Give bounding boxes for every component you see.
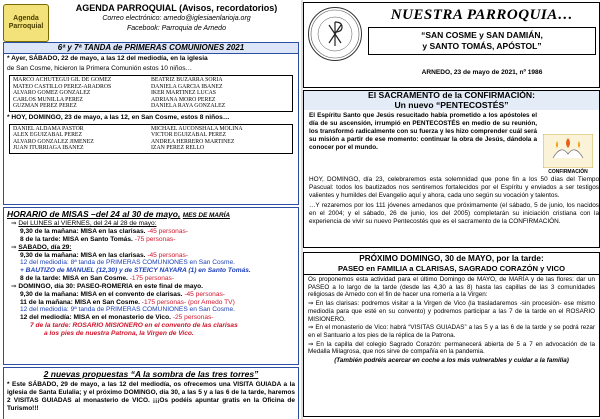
child-name: ÁLVARO GÓMEZ GONZÁLEZ (13, 90, 91, 97)
sunday-line-1: 9,30 de la mañana: MISA en el convento de clarisas. -45 personas- (20, 290, 225, 298)
confirmation-p3: …Y rezaremos por los 111 jóvenes arnedanos que próximamente (el sábado, 5 de junio, los nacidos en el 2004; y el sábado, 26 de junio, los del 2005) completarán su iniciación cristiana con la experiencia de vivir su nuevo Pentecostés que es el sacramento de la CONFIRMACIÓN. (309, 202, 599, 225)
child-name: GUZMÁN PÉREZ PÉREZ (13, 103, 77, 110)
saturday-names-grid (9, 75, 293, 112)
parish-date-line: ARNEDO, 23 de mayo de 2021, nº 1986 (421, 69, 543, 76)
next-sunday-subheading: PASEO en FAMILIA a CLARISAS, SAGRADO CORAZÓN y VICO (304, 264, 599, 275)
sunday-line-3: 12 del mediodía: 9ª tanda de PRIMERAS COMUNIONES en San Cosme. (20, 306, 236, 314)
child-name: VÍCTOR EGUIZÁBAL PÉREZ (151, 132, 227, 139)
next-sunday-p2: ⇒ En las clarisas: podremos visitar a la Virgen de Vico (la trasladaremos -sin procesión- ese mismo mediodía para que esté en su convento) y podremos participar a las 7 de la tarde en el ROSARIO MISIONERO. (308, 300, 595, 323)
weekdays-line-2: 8 de la tarde: MISA en Santo Tomás. -75 personas- (20, 235, 176, 243)
confirmation-heading: El SACRAMENTO de la CONFIRMACIÓN: Un nuevo “PENTECOSTÉS” (303, 90, 600, 110)
child-name: MICHAEL AUCONSHALA MOLINA (151, 125, 243, 132)
child-name: IKER MARTÍNEZ LUCAS (151, 90, 217, 97)
confirmation-image (540, 132, 596, 176)
child-name: DANIELA GARCÍA IBÁÑEZ (151, 83, 223, 90)
communions-sunday-text: * HOY, DOMINGO, 23 de mayo, a las 12, en San Cosme, estos 8 niños… (7, 113, 230, 121)
saturday-line-3: + BAUTIZO de MANUEL (12,30) y de STEICY NAYARA (1) en Santo Tomás. (20, 267, 251, 275)
sunday-names-grid (9, 124, 293, 154)
child-name: BEATRIZ BUZARRA SORIA (151, 77, 223, 84)
proposals-box (3, 367, 299, 419)
child-name: DANIELA RAYA GONZÁLEZ (151, 103, 226, 110)
sunday-line-4: 12 del mediodía: MISA en el monasterio de Vico. -25 personas- (20, 314, 214, 322)
child-name: ALEX EGUIZÁBAL PÉREZ (13, 132, 83, 139)
agenda-title: AGENDA PARROQUIAL (Avisos, recordatorios) (75, 3, 278, 13)
next-sunday-p1: Os proponemos esta actividad para el último Domingo de MAYO, de MARÍA y de las flores: dar un PASEO a lo largo de la tarde (desde las 4,30 a las 8) hasta las capillas de las 3 comunidades religiosas de Arnedo con el fin de hacer una romería a la Virgen: (308, 276, 595, 299)
sunday-line-6: a los pies de nuestra Patrona, la Virgen de Vico. (44, 329, 194, 337)
child-name: IZAN PÉREZ RELLO (151, 145, 205, 152)
confirmation-image-label: CONFIRMACIÓN (548, 168, 588, 175)
confirmation-p1: El Espíritu Santo que Jesús resucitado había prometido a los apóstoles el día de su ascensión, irrumpió en PENTECOSTÉS en medio de su reunión, los transformó radicalmente con su fuerza y les hizo comprender cuál será su misión a partir de ese momento: continuar la obra de Jesús, dándola a conocer por el mundo. (309, 112, 537, 151)
communions-heading: 6ª y 7ª TANDA de PRIMERAS COMUNIONES 2021 (4, 43, 298, 54)
child-name: MARCO ACHÚTEGUI GIL DE GÓMEZ (13, 77, 112, 84)
sunday-line-5: 7 de la tarde: ROSARIO MISIONERO en el convento de las clarisas (30, 321, 238, 329)
agenda-facebook: Facebook: Parroquia de Arnedo (127, 25, 226, 32)
confirmation-body (303, 110, 600, 248)
child-name: JUAN ITURRIAGA IBÁÑEZ (13, 145, 84, 152)
parish-title: NUESTRA PARROQUIA… (390, 7, 574, 23)
sunday-line-2: 11 de la mañana: MISA en San Cosme. -175 personas- (por Arnedo TV) (20, 298, 235, 306)
proposals-heading: 2 nuevas propuestas “A la sombra de las tres torres” (43, 369, 259, 379)
next-sunday-body (304, 275, 599, 367)
parish-header (303, 2, 600, 88)
dove-flame-icon (543, 134, 593, 168)
next-sunday-p4: ⇒ En la capilla del colegio Sagrado Corazón: permanecerá abierta de 5 a 7 en advocación de la Medalla Milagrosa, que nos sirve de compañía en la pandemia. (308, 340, 595, 356)
child-name: MATEO CASTILLO PÉREZ-ARADROS (13, 83, 112, 90)
child-name: DANIEL ALDAMA PASTOR (13, 125, 84, 132)
confirmation-p2-p3 (309, 176, 599, 226)
child-name: ÁLVARO GONZÁLEZ JIMÉNEZ (13, 138, 94, 145)
child-name: ANDREA HERRERO MARTÍNEZ (151, 138, 235, 145)
weekdays-line-1: 9,30 de la mañana: MISA en las clarisas. -45 personas- (20, 228, 188, 235)
confirmation-p2: HOY, DOMINGO, día 23, celebraremos esta solemnidad que pone fin a los 50 días del Tiempo Pascual: todos los bautizados nos sentiremos fortalecidos por el Espíritu y enviados a ser testigos valientes y humildes del Evangelio aquí y ahora, cada uno según su vocación y talentos. (309, 176, 599, 199)
saturday-line-2: 12 del mediodía: 8ª tanda de PRIMERAS COMUNIONES en San Cosme. (20, 259, 236, 267)
next-sunday-p3: ⇒ En el monasterio de Vico: habrá “VISITAS GUIADAS” a las 5 y a las 6 de la tarde y se podrá rezar en el Santuario a los pies de la réplica de la Patrona. (308, 324, 595, 339)
sunday-title: ⇒ DOMINGO, día 30: PASEO-ROMERÍA en este final de mayo. (11, 282, 204, 290)
parish-seal-icon (308, 7, 362, 61)
child-name: ADRIANA MORO PÉREZ (151, 96, 216, 103)
agenda-email: Correo electrónico: arnedo@iglesiaenlarioja.org (102, 15, 251, 22)
masses-heading: HORARIO de MISAS –del 24 al 30 de mayo, MES DE MARÍA (7, 209, 230, 219)
child-name: CARLOS MUNILLA PÉREZ (13, 96, 83, 103)
saturday-line-1: 9,30 de la mañana: MISA en las clarisas. -45 personas- (20, 251, 188, 259)
saturday-line-4: 8 de la tarde: MISA en San Cosme. -175 personas- (20, 274, 175, 282)
parish-subtitle: “SAN COSME y SAN DAMIÁN, y SANTO TOMÁS, APÓSTOL” (368, 27, 596, 55)
communions-saturday-text: * Ayer, SÁBADO, 22 de mayo, a las 12 del mediodía, en la iglesia (7, 55, 208, 62)
saturday-title: ⇒ SÁBADO, día 29: (11, 243, 72, 251)
next-sunday-box (303, 252, 600, 417)
communions-saturday-text2: de San Cosme, hicieron la Primera Comunión estos 10 niños… (7, 65, 193, 73)
next-sunday-heading: PRÓXIMO DOMINGO, 30 de MAYO, por la tarde: (359, 254, 544, 263)
weekdays-title: ⇒ Del LUNES al VIERNES, del 24 al 28 de mayo: (11, 220, 157, 227)
parish-column (303, 0, 600, 419)
agenda-logo: Agenda Parroquial (3, 4, 49, 42)
masses-box (3, 207, 299, 365)
proposals-text: * Este SÁBADO, 29 de mayo, a las 12 del mediodía, os ofrecemos una VISITA GUIADA a la iglesia de Santa Eulalia; y el próximo DOMINGO, día 30, a las 5 y a las 6 de la tarde, haremos 2 VISITAS GUIADAS al monasterio de VICO. ¡¡¡Os podéis apuntar gratis en la Oficina de Turismo!!! (7, 381, 295, 413)
communions-box (3, 42, 299, 205)
next-sunday-p5: (También podréis acercar en coche a los más vulnerables y cuidar a la familia) (334, 357, 569, 365)
